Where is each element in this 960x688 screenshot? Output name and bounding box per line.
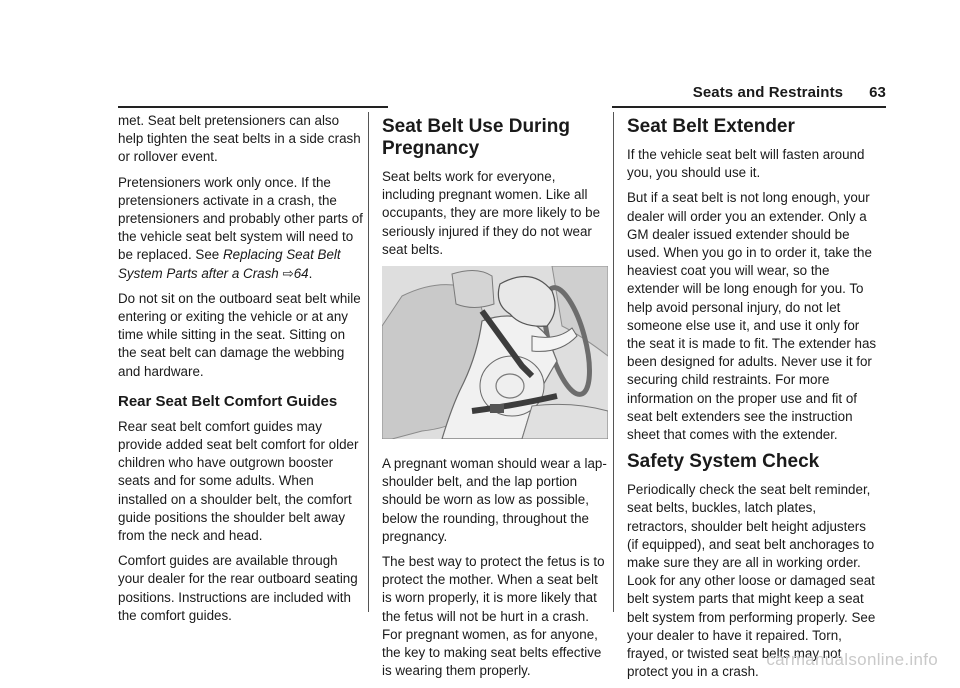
rule-left [118,106,388,108]
page-ref-arrow-icon: ⇨ [282,265,294,281]
heading-comfort-guides: Rear Seat Belt Comfort Guides [118,392,338,410]
watermark: carmanualsonline.info [766,650,938,669]
column-3 [627,112,877,688]
paragraph: Pretensioners work only once. If the pretensioners activate in a crash, the pretensioners and probably other parts of the vehicle seat belt system will need to be replaced. See Replacing Seat Belt System Parts after a Crash ⇨64. [118,174,363,281]
heading-safety-check: Safety System Check [627,451,820,473]
heading-pregnancy: Seat Belt Use During Pregnancy [382,116,570,159]
paragraph: If the vehicle seat belt will fasten around you, you should use it. [627,147,865,181]
column-1 [118,112,364,632]
section-title: Seats and Restraints [692,84,844,101]
column-2 [382,112,610,687]
paragraph: Do not sit on the outboard seat belt while entering or exiting the vehicle or at any time while sitting in the seat. Sitting on the seat belt can damage the webbing and hardware. [118,290,361,379]
paragraph: Periodically check the seat belt reminder, seat belts, buckles, latch plates, retractors, shoulder belt height adjusters (if equipped), and seat belt anchorages to make sure they are all in working order. Look for any other loose or damaged seat belt system parts that might keep a seat belt system from performing properly. See your dealer to have it repaired. Torn, frayed, or twisted seat belts may not protect you in a crash. [627,482,876,680]
page-number: 63 [869,84,886,101]
cross-reference-link[interactable]: Replacing Seat Belt System Parts after a Crash [118,247,341,281]
column-divider [368,112,369,612]
pregnant-woman-seatbelt-illustration [382,266,608,439]
rule-right [612,106,886,108]
paragraph: met. Seat belt pretensioners can also help tighten the seat belts in a side crash or rollover event. [118,113,361,165]
paragraph: A pregnant woman should wear a lap-shoulder belt, and the lap portion should be worn as low as possible, below the rounding, throughout the pregnancy. [382,456,607,544]
paragraph: Comfort guides are available through your dealer for the rear outboard seating positions. Instructions are included with the comfort guides. [118,553,358,623]
paragraph: But if a seat belt is not long enough, your dealer will order you an extender. Only a GM dealer issued extender should be used. When you go in to order it, take the heaviest coat you will wear, so the extender will be long enough for you. To help avoid personal injury, do not let someone else use it, and use it only for the seat it is made to fit. The extender has been designed for adults. Never use it for securing child restraints. For more information on the proper use and fit of seat belt extenders see the instruction sheet that comes with the extender. [627,190,877,443]
paragraph: Seat belts work for everyone, including pregnant women. Like all occupants, they are more likely to be seriously injured if they do not wear seat belts. [382,169,601,257]
page-ref-number[interactable]: 64 [293,265,309,281]
paragraph: The best way to protect the fetus is to protect the mother. When a seat belt is worn properly, it is more likely that the fetus will not be hurt in a crash. For pregnant women, as for anyone, the key to making seat belts effective is wearing them properly. [382,554,605,679]
heading-extender: Seat Belt Extender [627,116,795,137]
paragraph: Rear seat belt comfort guides may provide added seat belt comfort for older children who have outgrown booster seats and for some adults. When installed on a shoulder belt, the comfort guide positions the shoulder belt away from the neck and head. [118,418,359,544]
page-header [693,84,886,101]
column-divider [613,112,614,612]
